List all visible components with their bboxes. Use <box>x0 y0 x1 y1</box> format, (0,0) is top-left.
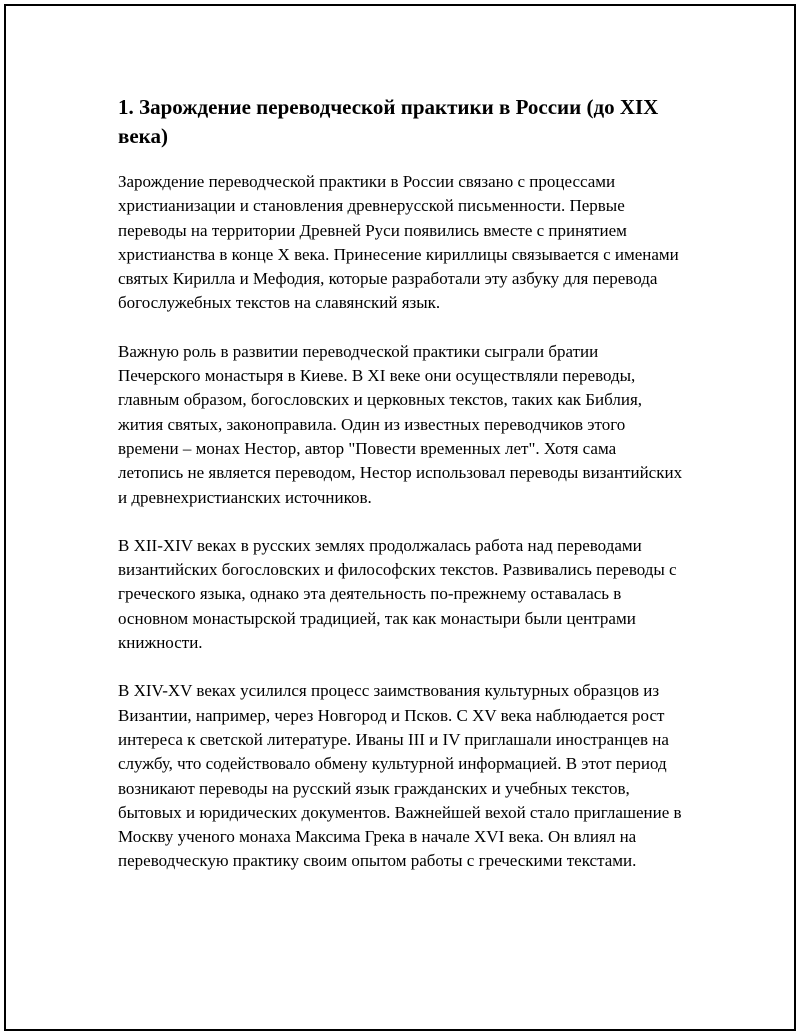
section-heading: 1. Зарождение переводческой практики в России (до XIX века) <box>118 95 659 148</box>
paragraph-2: Важную роль в развитии переводческой практики сыграли братии Печерского монастыря в Киеве. В XI веке они осуществляли переводы, главным образом, богословских и церковных текстов, таких как Библия, жития святых, законоправила. Один из известных переводчиков этого времени – монах Нестор, автор "Повести временных лет". Хотя сама летопись не является переводом, Нестор использовал переводы византийских и древнехристианских источников. <box>118 341 683 507</box>
paragraph-3: В XII-XIV веках в русских землях продолжалась работа над переводами византийских богословских и философских текстов. Развивались переводы с греческого языка, однако эта деятельность по-прежнему оставалась в основном монастырской традицией, так как монастыри были центрами книжности. <box>118 535 677 653</box>
document-body <box>118 93 684 898</box>
paragraph-4: В XIV-XV веках усилился процесс заимствования культурных образцов из Византии, например, через Новгород и Псков. С XV века наблюдается рост интереса к светской литературе. Иваны III и IV приглашали иностранцев на службу, что содействовало обмену культурной информацией. В этот период возникают переводы на русский язык гражданских и учебных текстов, бытовых и юридических документов. Важнейшей вехой стало приглашение в Москву ученого монаха Максима Грека в начале XVI века. Он влиял на переводческую практику своим опытом работы с греческими текстами. <box>118 681 682 871</box>
paragraph-1: Зарождение переводческой практики в России связано с процессами христианизации и становления древнерусской письменности. Первые переводы на территории Древней Руси появились вместе с принятием христианства в конце X века. Принесение кириллицы связывается с именами святых Кирилла и Мефодия, которые разработали эту азбуку для перевода богослужебных текстов на славянский язык. <box>118 172 679 313</box>
